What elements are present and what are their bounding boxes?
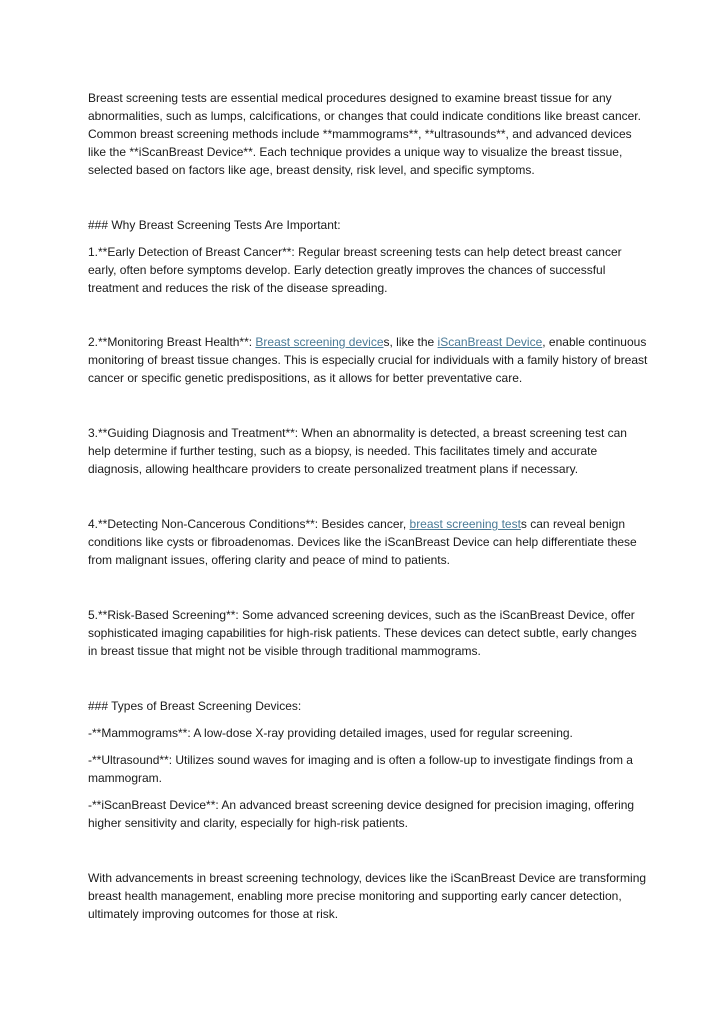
- iscanbreast-device-link[interactable]: iScanBreast Device: [437, 335, 543, 349]
- conclusion-paragraph: With advancements in breast screening technology, devices like the iScanBreast Device are transforming breast health management, enabling more precise monitoring and supporting early cancer detection, ultimately improving outcomes for those at risk.: [88, 871, 647, 921]
- types-item-2: -**Ultrasound**: Utilizes sound waves for imaging and is often a follow-up to investigate findings from a mammogram.: [88, 753, 633, 785]
- why-item-5: 5.**Risk-Based Screening**: Some advanced screening devices, such as the iScanBreast Device, offer sophisticated imaging capabilities for high-risk patients. These devices can detect subtle, early changes in breast tissue that might not be visible through traditional mammograms.: [88, 608, 637, 658]
- why-item-2-pre: 2.**Monitoring Breast Health**:: [88, 335, 256, 349]
- why-item-2-mid: s, like the: [383, 335, 438, 349]
- breast-screening-test-link[interactable]: breast screening test: [409, 517, 521, 531]
- types-heading: ### Types of Breast Screening Devices:: [88, 699, 302, 713]
- breast-screening-device-link[interactable]: Breast screening device: [255, 335, 384, 349]
- why-item-4: [88, 515, 648, 569]
- why-item-4-post: s can reveal benign conditions like cysts or fibroadenomas. Devices like the iScanBreast Device can help differentiate these from malignant issues, offering clarity and peace of mind to patients.: [88, 517, 637, 567]
- types-item-3: -**iScanBreast Device**: An advanced breast screening device designed for precision imaging, offering higher sensitivity and clarity, especially for high-risk patients.: [88, 798, 635, 830]
- why-item-1: 1.**Early Detection of Breast Cancer**: Regular breast screening tests can help detect breast cancer early, often before symptoms develop. Early detection greatly improves the chances of successful treatment and reduces the risk of the disease spreading.: [88, 245, 622, 295]
- types-item-1: -**Mammograms**: A low-dose X-ray providing detailed images, used for regular screening.: [88, 726, 573, 740]
- why-item-2-post: , enable continuous monitoring of breast tissue changes. This is especially crucial for individuals with a family history of breast cancer or specific genetic predispositions, as it allows for better preventative care.: [88, 335, 648, 385]
- why-item-4-pre: 4.**Detecting Non-Cancerous Conditions**: Besides cancer,: [88, 517, 410, 531]
- intro-paragraph: Breast screening tests are essential medical procedures designed to examine breast tissue for any abnormalities, such as lumps, calcifications, or changes that could indicate conditions like breast cancer. Common breast screening methods include **mammograms**, **ultrasounds**, and advanced devices like the **iScanBreast Device**. Each technique provides a unique way to visualize the breast tissue, selected based on factors like age, breast density, risk level, and specific symptoms.: [88, 91, 641, 177]
- why-heading: ### Why Breast Screening Tests Are Important:: [88, 218, 341, 232]
- why-item-2: [88, 333, 648, 387]
- why-item-3: 3.**Guiding Diagnosis and Treatment**: When an abnormality is detected, a breast screening test can help determine if further testing, such as a biopsy, is needed. This facilitates timely and accurate diagnosis, allowing healthcare providers to create personalized treatment plans if necessary.: [88, 426, 627, 476]
